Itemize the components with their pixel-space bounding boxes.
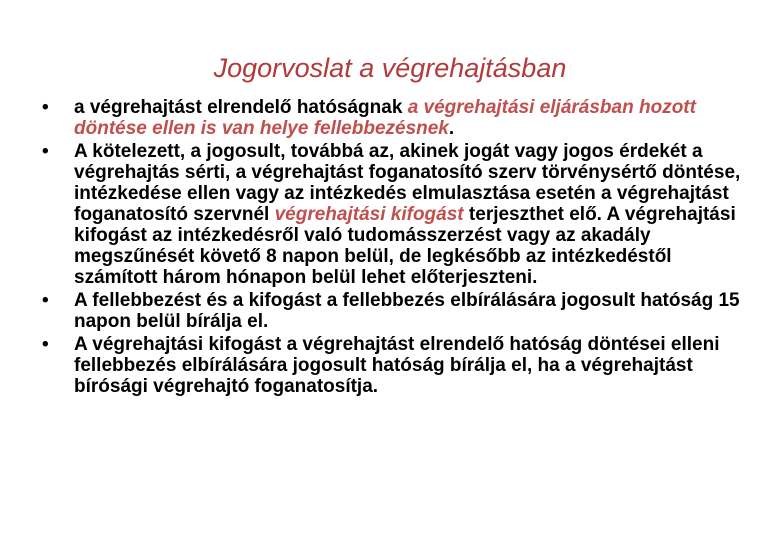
bullet-dot-icon: • — [42, 334, 49, 355]
bullet-text-end: terjeszthet elő. A végrehajtási kifogást az intézkedésről való tudomásszerzést vagy az akadály megszűnését követő 8 napon belül, de legkésőbb az intézkedéstől számított három hónapon belül lehet előterjeszteni. — [74, 204, 736, 288]
bullet-item-2 — [42, 141, 742, 288]
bullet-highlight: a végrehajtási eljárásban hozott döntése ellen is van helye fellebbezésnek — [74, 97, 696, 139]
bullet-dot-icon: • — [42, 141, 49, 162]
bullet-list — [42, 97, 742, 399]
bullet-dot-icon: • — [42, 290, 49, 311]
bullet-item-1 — [42, 97, 742, 139]
bullet-text-end: . — [448, 118, 455, 139]
bullet-item-3 — [42, 290, 742, 332]
bullet-item-4 — [42, 334, 742, 397]
slide-title: Jogorvoslat a végrehajtásban — [213, 53, 567, 83]
bullet-text: a végrehajtást elrendelő hatóságnak — [74, 97, 408, 118]
bullet-text: A kötelezett, a jogosult, továbbá az, akinek jogát vagy jogos érdekét a végrehajtás sérti, a végrehajtást foganatosító szerv törvénysértő döntése, intézkedése ellen vagy az intézkedés elmulasztása esetén a végrehajtást foganatosító szervnél — [74, 141, 741, 225]
bullet-text: A fellebbezést és a kifogást a fellebbezés elbírálására jogosult hatóság 15 napon belül bírálja el. — [74, 290, 740, 332]
bullet-text: A végrehajtási kifogást a végrehajtást elrendelő hatóság döntései elleni fellebbezés elbírálására jogosult hatóság bírálja el, ha a végrehajtást bírósági végrehajtó foganatosítja. — [74, 334, 720, 397]
bullet-dot-icon: • — [42, 97, 49, 118]
bullet-highlight: végrehajtási kifogást — [274, 204, 464, 225]
